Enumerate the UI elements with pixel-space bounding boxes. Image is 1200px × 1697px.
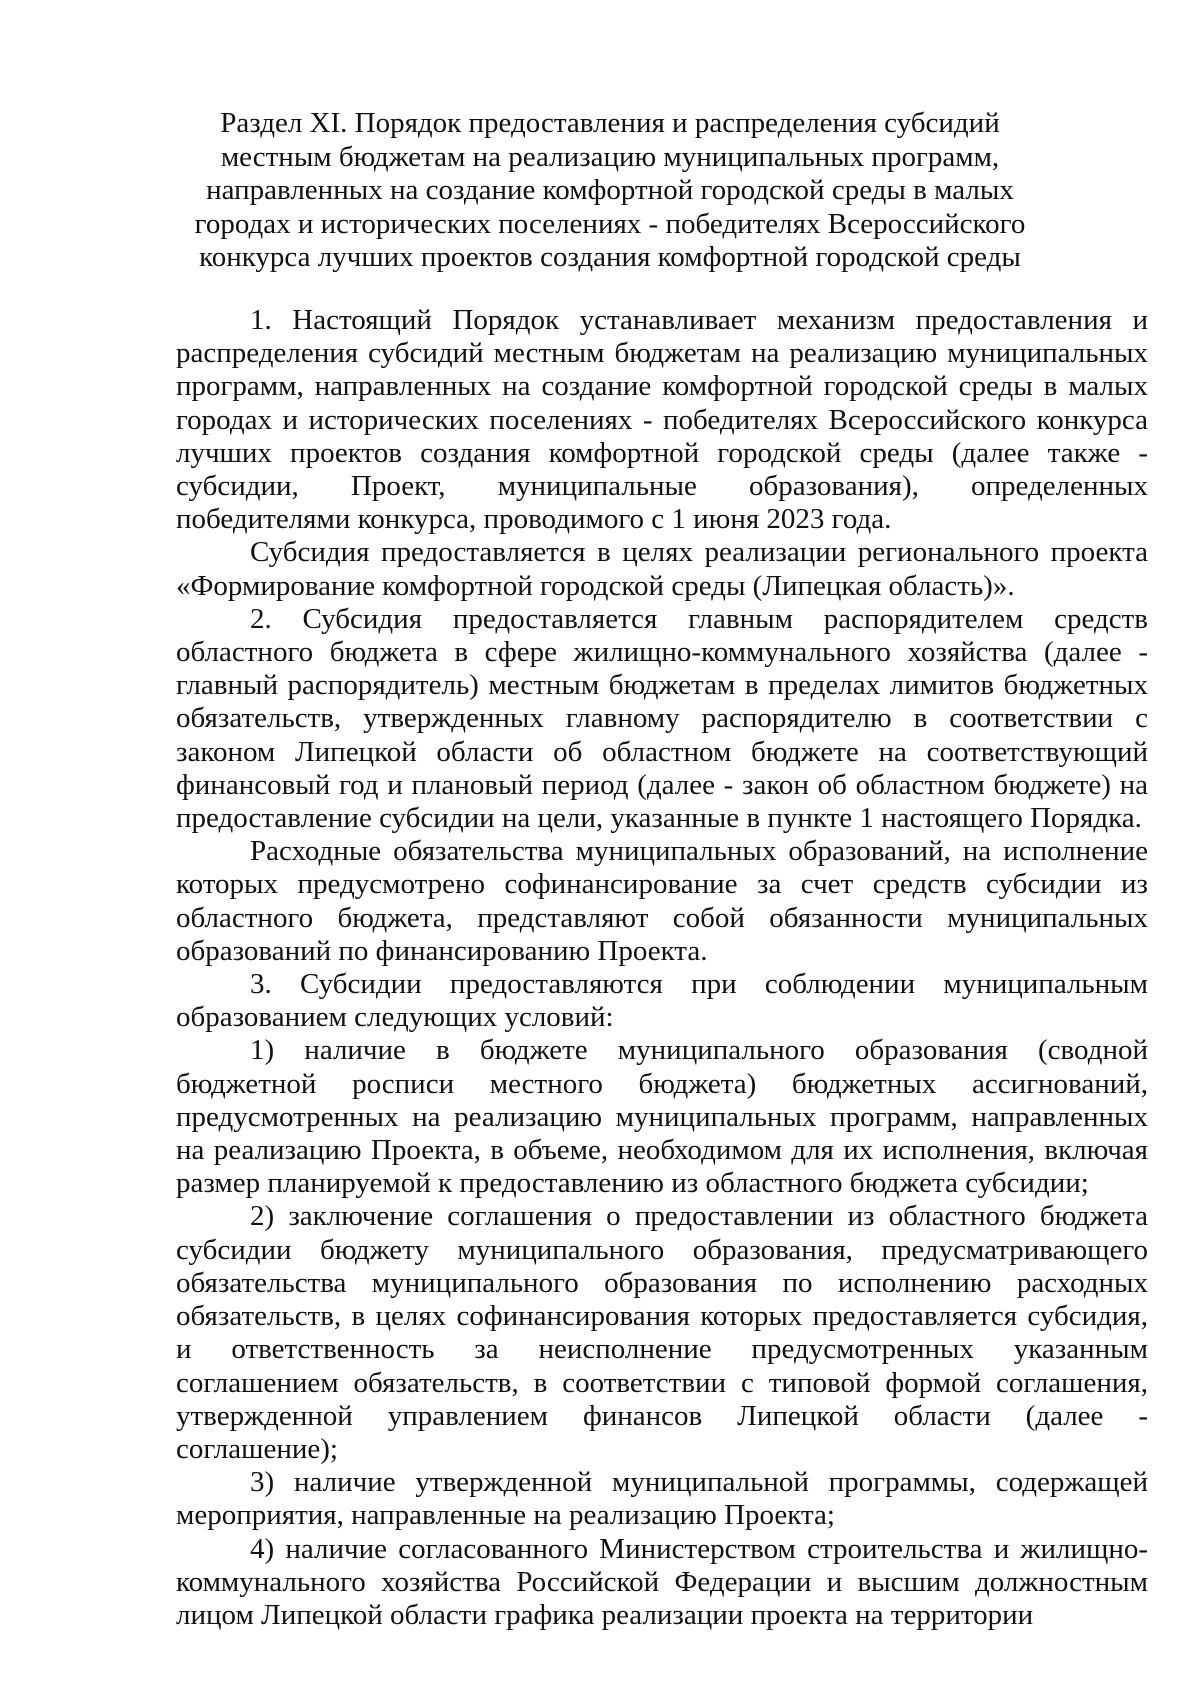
condition-4: 4) наличие согласованного Министерством строительства и жилищно-коммунального хозяйства Российской Федерации и высшим должностным лицом Липецкой области графика реализации проекта на территории [176,1532,1148,1631]
paragraph-1: 1. Настоящий Порядок устанавливает механизм предоставления и распределения субсидий местным бюджетам на реализацию муниципальных программ, направленных на создание комфортной городской среды в малых городах и исторических поселениях - победителях Всероссийского конкурса лучших проектов создания комфортной городской среды (далее также - субсидии, Проект, муниципальные образования), определенных победителями конкурса, проводимого с 1 июня 2023 года. [176,304,1148,536]
condition-1: 1) наличие в бюджете муниципального образования (сводной бюджетной росписи местного бюджета) бюджетных ассигнований, предусмотренных на реализацию муниципальных программ, направленных на реализацию Проекта, в объеме, необходимом для их исполнения, включая размер планируемой к предоставлению из областного бюджета субсидии; [176,1034,1148,1200]
paragraph-subsidy-purpose: Субсидия предоставляется в целях реализации регионального проекта «Формирование комфортной городской среды (Липецкая область)». [176,536,1148,602]
condition-2: 2) заключение соглашения о предоставлении из областного бюджета субсидии бюджету муниципального образования, предусматривающего обязательства муниципального образования по исполнению расходных обязательств, в целях софинансирования которых предоставляется субсидия, и ответственность за неисполнение предусмотренных указанным соглашением обязательств, в соответствии с типовой формой соглашения, утвержденной управлением финансов Липецкой области (далее - соглашение); [176,1200,1148,1465]
section-title: Раздел XI. Порядок предоставления и распределения субсидий местным бюджетам на реализацию муниципальных программ, направленных на создание комфортной городской среды в малых городах и исторических поселениях - победителях Всероссийского конкурса лучших проектов создания комфортной городской среды [194,107,1026,273]
paragraph-2: 2. Субсидия предоставляется главным распорядителем средств областного бюджета в сфере жилищно-коммунального хозяйства (далее - главный распорядитель) местным бюджетам в пределах лимитов бюджетных обязательств, утвержденных главному распорядителю в соответствии с законом Липецкой области об областном бюджете на соответствующий финансовый год и плановый период (далее - закон об областном бюджете) на предоставление субсидии на цели, указанные в пункте 1 настоящего Порядка. [176,602,1148,835]
paragraph-3: 3. Субсидии предоставляются при соблюдении муниципальным образованием следующих условий: [176,968,1148,1034]
document-body [176,304,1148,1632]
paragraph-expense-obligations: Расходные обязательства муниципальных образований, на исполнение которых предусмотрено софинансирование за счет средств субсидии из областного бюджета, представляют собой обязанности муниципальных образований по финансированию Проекта. [176,835,1148,967]
condition-3: 3) наличие утвержденной муниципальной программы, содержащей мероприятия, направленные на реализацию Проекта; [176,1466,1148,1532]
